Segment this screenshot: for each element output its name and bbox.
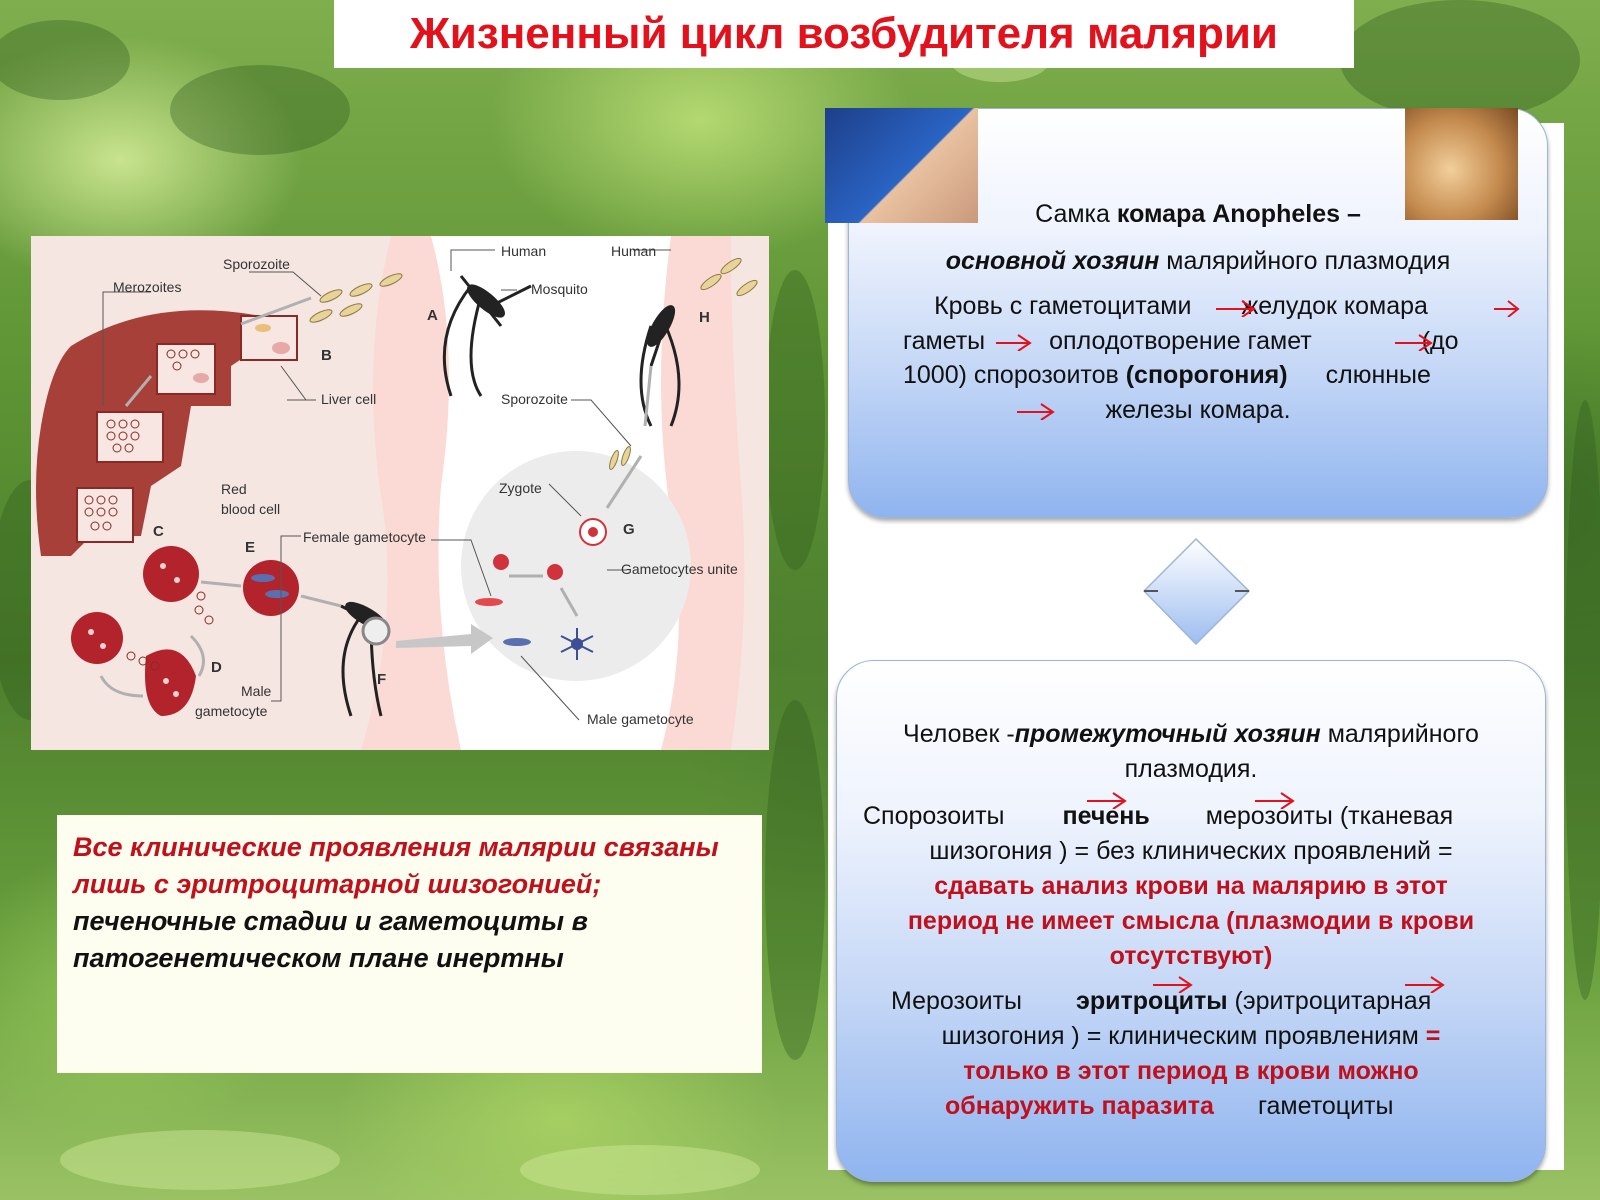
label-merozoites: Merozoites [113,279,182,295]
box1-line-4: гаметы оплодотворение гамет (до [903,327,1459,355]
box2-line-2: плазмодия. [1124,755,1258,783]
label-human-1: Human [501,243,547,259]
red-arrow-icon [1151,973,1195,993]
letter-h: H [699,309,710,326]
title-banner [334,0,1354,68]
label-male-gametocyte-2: gametocyte [195,703,268,719]
male-gametocyte-cell [503,638,531,646]
letter-c: C [153,523,164,540]
label-liver-cell: Liver cell [321,391,377,407]
box2-line-4: шизогония ) = без клинических проявлений = [929,837,1453,865]
mosquito-photo-1 [825,108,978,223]
red-arrow-icon [1253,789,1297,809]
label-red-blood-cell-2: blood cell [221,501,281,517]
label-male-gametocyte-1: Male [241,683,272,699]
red-blood-cell [145,649,196,716]
mosquito-photo-2 [1405,108,1518,220]
red-arrow-icon [1214,297,1258,317]
box2-line-5: сдавать анализ крови на малярию в этот [934,872,1448,900]
letter-b: B [321,347,332,364]
clinical-note [57,815,762,1073]
liver-cell [241,316,297,360]
red-arrow-icon [1015,400,1057,420]
label-mosquito: Mosquito [531,281,588,297]
box1-line-3: Кровь с гаметоцитами желудок комара [934,292,1428,320]
red-arrow-icon [1393,331,1435,351]
label-sporozoite-mid: Sporozoite [501,391,568,407]
page-title: Жизненный цикл возбудителя малярии [410,9,1278,58]
female-gametocyte-elongated [475,598,503,606]
female-gametocyte-cell [493,554,509,570]
diamond-connector-icon [1142,537,1251,646]
letter-a: A [427,307,438,324]
box2-line-1: Человек -промежуточный хозяин малярийного [903,720,1479,748]
red-blood-cell [71,612,123,664]
label-male-gametocyte-right: Male gametocyte [587,711,694,727]
box2-line-9: шизогония ) = клиническим проявлениям = [941,1022,1441,1050]
letter-g: G [623,521,635,538]
red-arrow-icon [1492,297,1522,317]
label-female-gametocyte: Female gametocyte [303,529,426,545]
box1-line-1: Самка комара Anopheles – [1035,200,1361,228]
zygote-cell [547,564,563,580]
label-gametocytes-unite: Gametocytes unite [621,561,738,577]
box1-line-2: основной хозяин малярийного плазмодия [945,247,1451,275]
box2-line-11: обнаружить паразита гаметоциты [945,1092,1394,1120]
box2-line-7: отсутствуют) [1109,942,1273,970]
liver-cell [77,488,133,542]
label-red-blood-cell-1: Red [221,481,247,497]
letter-e: E [245,539,256,556]
red-arrow-icon [1085,789,1129,809]
box2-line-10: только в этот период в крови можно [963,1057,1419,1085]
red-blood-cell-e [243,560,299,616]
liver-cell [97,412,163,462]
box2-line-8: Мерозоиты эритроциты (эритроцитарная [891,987,1432,1015]
label-zygote: Zygote [499,480,542,496]
red-arrow-icon [1403,973,1447,993]
life-cycle-diagram [31,236,769,750]
box1-line-5: 1000) спорозоитов (спорогония) слюнные [903,361,1431,389]
box2-line-3: Спорозоиты печень мерозоиты (тканевая [863,802,1454,830]
liver-cell [157,344,215,394]
red-blood-cell [143,546,199,602]
note-black-text: печеночные стадии и гаметоциты в патогенетическом плане инертны [73,906,588,973]
letter-d: D [211,659,222,676]
label-human-2: Human [611,243,657,259]
box2-line-6: период не имеет смысла (плазмодии в крови [907,907,1475,935]
note-red-text: Все клинические проявления малярии связаны лишь с эритроцитарной шизогонией; [73,832,719,899]
box1-line-6: железы комара. [1105,396,1291,424]
letter-f: F [377,671,387,688]
human-host-box [836,660,1546,1182]
red-arrow-icon [994,331,1034,351]
label-sporozoite-top: Sporozoite [223,256,290,272]
